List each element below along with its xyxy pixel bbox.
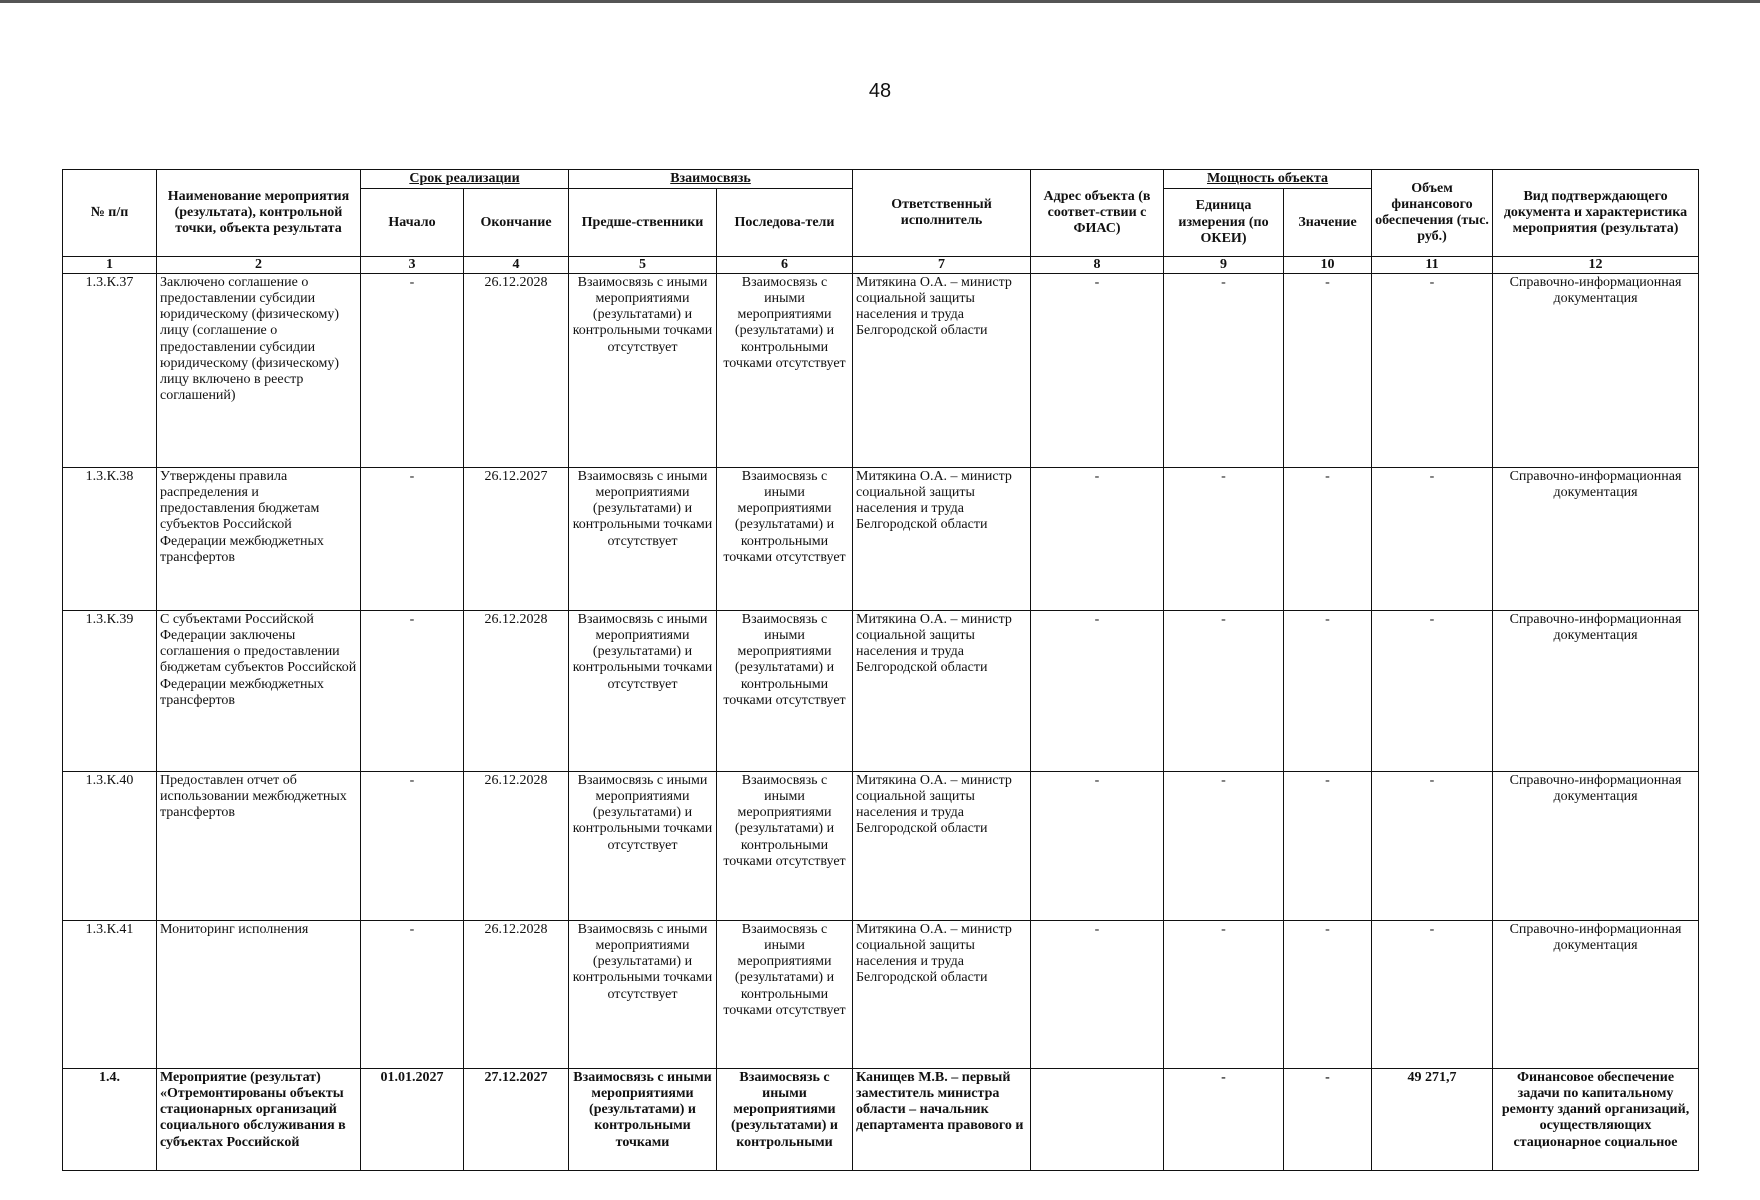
header-document: Вид подтверждающего документа и характеристика мероприятия (результата): [1493, 170, 1699, 257]
row-successors: Взаимосвязь с иными мероприятиями (результатами) и контрольными точками отсутствует: [717, 468, 853, 611]
row-name: С субъектами Российской Федерации заключены соглашения о предоставлении бюджетам субъектов Российской Федерации межбюджетных трансфертов: [157, 611, 361, 772]
row-responsible: Канищев М.В. – первый заместитель министра области – начальник департамента правового и: [853, 1069, 1031, 1171]
row-unit: -: [1164, 611, 1284, 772]
row-name: Мониторинг исполнения: [157, 921, 361, 1069]
row-predecessors: Взаимосвязь с иными мероприятиями (результатами) и контрольными точками отсутствует: [569, 468, 717, 611]
header-unit: Единица измерения (по ОКЕИ): [1164, 189, 1284, 257]
row-value: -: [1284, 1069, 1372, 1171]
row-start: -: [361, 274, 464, 468]
row-end: 26.12.2028: [464, 921, 569, 1069]
row-value: -: [1284, 611, 1372, 772]
row-predecessors: Взаимосвязь с иными мероприятиями (результатами) и контрольными точками отсутствует: [569, 921, 717, 1069]
row-finance: -: [1372, 274, 1493, 468]
header-capacity: Мощность объекта: [1164, 170, 1372, 189]
row-responsible: Митякина О.А. – министр социальной защиты населения и труда Белгородской области: [853, 274, 1031, 468]
row-finance: -: [1372, 611, 1493, 772]
row-name: Мероприятие (результат) «Отремонтированы объекты стационарных организаций социального обслуживания в субъектах Российской: [157, 1069, 361, 1171]
row-responsible: Митякина О.А. – министр социальной защиты населения и труда Белгородской области: [853, 468, 1031, 611]
row-value: -: [1284, 772, 1372, 921]
header-term: Срок реализации: [361, 170, 569, 189]
table-row: [63, 921, 1699, 1069]
header-name: Наименование мероприятия (результата), контрольной точки, объекта результата: [157, 170, 361, 257]
row-start: -: [361, 772, 464, 921]
plan-table: [62, 169, 1699, 1171]
column-number: 2: [157, 257, 361, 274]
row-successors: Взаимосвязь с иными мероприятиями (результатами) и контрольными точками отсутствует: [717, 611, 853, 772]
row-document: Справочно-информационная документация: [1493, 611, 1699, 772]
column-number: 1: [63, 257, 157, 274]
row-predecessors: Взаимосвязь с иными мероприятиями (результатами) и контрольными точками отсутствует: [569, 274, 717, 468]
row-document: Справочно-информационная документация: [1493, 468, 1699, 611]
row-successors: Взаимосвязь с иными мероприятиями (результатами) и контрольными точками отсутствует: [717, 772, 853, 921]
header-num: № п/п: [63, 170, 157, 257]
page-top-border: [0, 0, 1760, 3]
row-address: -: [1031, 611, 1164, 772]
row-num: 1.3.К.41: [63, 921, 157, 1069]
row-unit: -: [1164, 772, 1284, 921]
row-start: -: [361, 468, 464, 611]
table-row: [63, 611, 1699, 772]
table-row: [63, 1069, 1699, 1171]
row-document: Справочно-информационная документация: [1493, 772, 1699, 921]
row-start: 01.01.2027: [361, 1069, 464, 1171]
header-finance: Объем финансового обеспечения (тыс. руб.): [1372, 170, 1493, 257]
column-number: 10: [1284, 257, 1372, 274]
row-name: Утверждены правила распределения и предоставления бюджетам субъектов Российской Федерации межбюджетных трансфертов: [157, 468, 361, 611]
row-num: 1.4.: [63, 1069, 157, 1171]
header-relation: Взаимосвязь: [569, 170, 853, 189]
column-number: 3: [361, 257, 464, 274]
header-value: Значение: [1284, 189, 1372, 257]
row-document: Справочно-информационная документация: [1493, 274, 1699, 468]
column-number: 4: [464, 257, 569, 274]
table-row: [63, 772, 1699, 921]
row-predecessors: Взаимосвязь с иными мероприятиями (результатами) и контрольными точками отсутствует: [569, 772, 717, 921]
row-address: -: [1031, 468, 1164, 611]
table-row: [63, 274, 1699, 468]
row-unit: -: [1164, 921, 1284, 1069]
table-header: [63, 170, 1699, 257]
row-responsible: Митякина О.А. – министр социальной защиты населения и труда Белгородской области: [853, 611, 1031, 772]
row-finance: -: [1372, 468, 1493, 611]
header-start: Начало: [361, 189, 464, 257]
column-number: 9: [1164, 257, 1284, 274]
row-responsible: Митякина О.А. – министр социальной защиты населения и труда Белгородской области: [853, 921, 1031, 1069]
column-number: 12: [1493, 257, 1699, 274]
row-unit: -: [1164, 1069, 1284, 1171]
column-number: 11: [1372, 257, 1493, 274]
row-successors: Взаимосвязь с иными мероприятиями (результатами) и контрольными точками отсутствует: [717, 921, 853, 1069]
header-address: Адрес объекта (в соответ-ствии с ФИАС): [1031, 170, 1164, 257]
header-end: Окончание: [464, 189, 569, 257]
column-number: 7: [853, 257, 1031, 274]
row-address: -: [1031, 921, 1164, 1069]
column-number: 6: [717, 257, 853, 274]
row-end: 26.12.2028: [464, 772, 569, 921]
row-unit: -: [1164, 274, 1284, 468]
row-address: [1031, 1069, 1164, 1171]
row-end: 26.12.2028: [464, 611, 569, 772]
column-number: 5: [569, 257, 717, 274]
row-predecessors: Взаимосвязь с иными мероприятиями (результатами) и контрольными точками: [569, 1069, 717, 1171]
header-predecessors: Предше-ственники: [569, 189, 717, 257]
row-finance: -: [1372, 772, 1493, 921]
header-responsible: Ответственный исполнитель: [853, 170, 1031, 257]
row-value: -: [1284, 468, 1372, 611]
row-start: -: [361, 611, 464, 772]
row-responsible: Митякина О.А. – министр социальной защиты населения и труда Белгородской области: [853, 772, 1031, 921]
row-document: Справочно-информационная документация: [1493, 921, 1699, 1069]
row-predecessors: Взаимосвязь с иными мероприятиями (результатами) и контрольными точками отсутствует: [569, 611, 717, 772]
row-value: -: [1284, 921, 1372, 1069]
column-number-row: [63, 257, 1699, 274]
page-number: 48: [868, 80, 892, 102]
row-address: -: [1031, 274, 1164, 468]
table-row: [63, 468, 1699, 611]
row-start: -: [361, 921, 464, 1069]
column-number: 8: [1031, 257, 1164, 274]
header-successors: Последова-тели: [717, 189, 853, 257]
row-end: 26.12.2028: [464, 274, 569, 468]
row-successors: Взаимосвязь с иными мероприятиями (результатами) и контрольными: [717, 1069, 853, 1171]
row-finance: -: [1372, 921, 1493, 1069]
row-num: 1.3.К.40: [63, 772, 157, 921]
row-unit: -: [1164, 468, 1284, 611]
row-document: Финансовое обеспечение задачи по капитальному ремонту зданий организаций, осуществляющих стационарное социальное: [1493, 1069, 1699, 1171]
row-end: 27.12.2027: [464, 1069, 569, 1171]
row-successors: Взаимосвязь с иными мероприятиями (результатами) и контрольными точками отсутствует: [717, 274, 853, 468]
row-address: -: [1031, 772, 1164, 921]
row-num: 1.3.К.39: [63, 611, 157, 772]
row-name: Предоставлен отчет об использовании межбюджетных трансфертов: [157, 772, 361, 921]
row-end: 26.12.2027: [464, 468, 569, 611]
row-num: 1.3.К.38: [63, 468, 157, 611]
row-finance: 49 271,7: [1372, 1069, 1493, 1171]
row-name: Заключено соглашение о предоставлении субсидии юридическому (физическому) лицу (соглашение о предоставлении субсидии юридическому (физическому) лицу включено в реестр соглашений): [157, 274, 361, 468]
row-num: 1.3.К.37: [63, 274, 157, 468]
row-value: -: [1284, 274, 1372, 468]
